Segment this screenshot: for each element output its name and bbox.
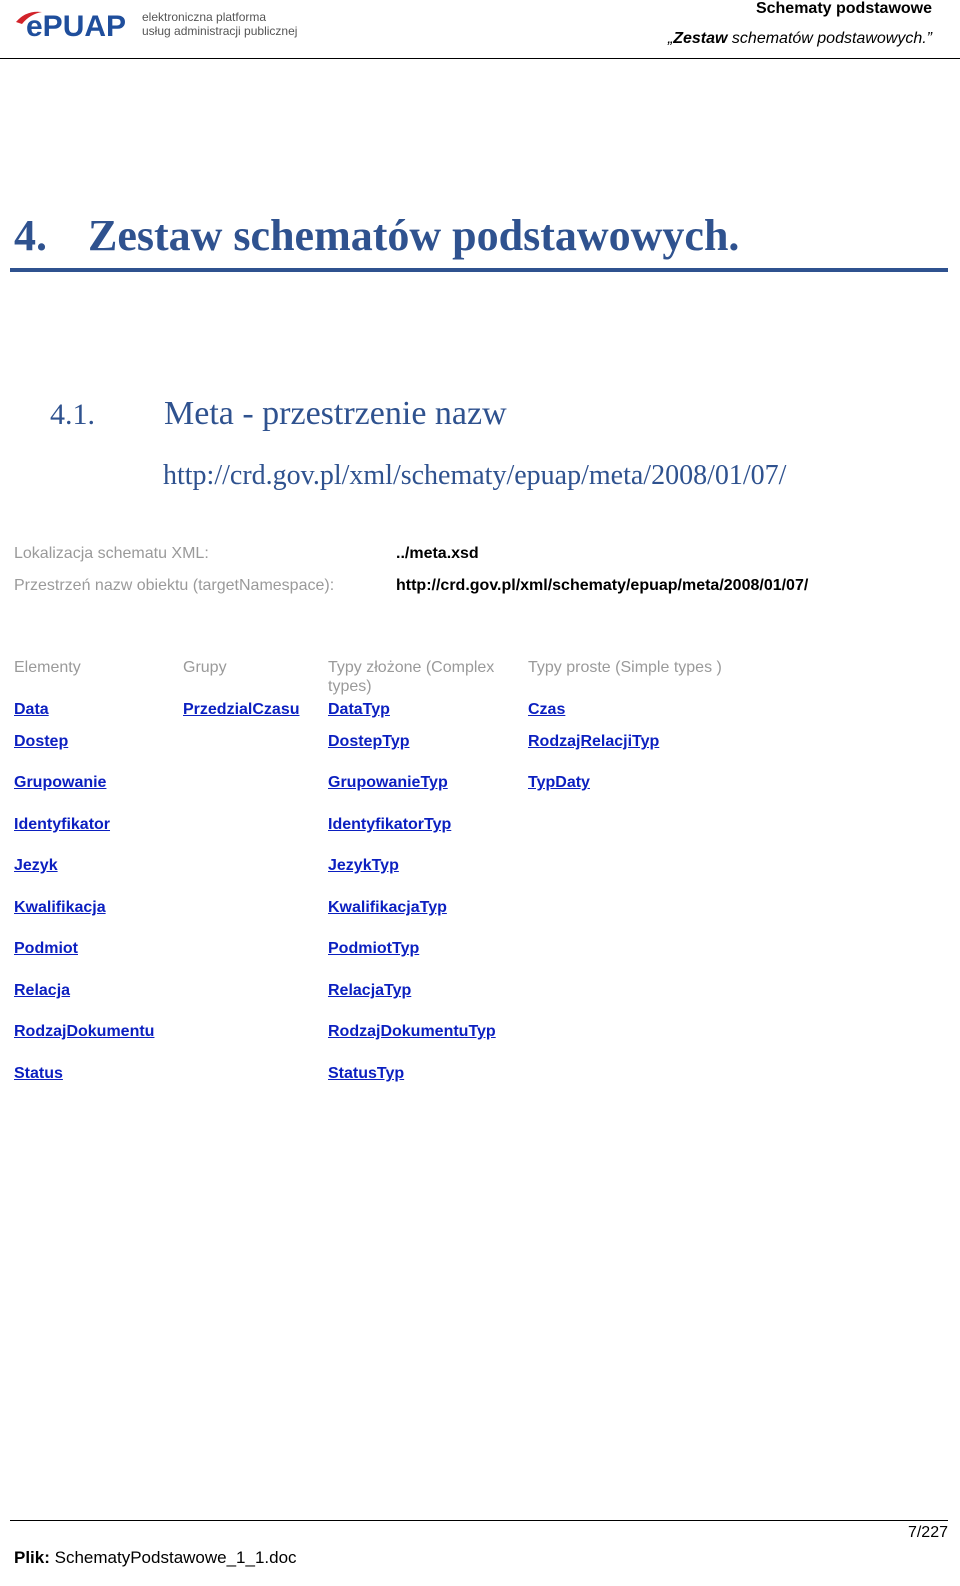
header-title: Schematy podstawowe <box>755 0 932 17</box>
element-link[interactable]: Grupowanie <box>14 774 107 791</box>
element-link[interactable]: Identyfikator <box>14 816 111 833</box>
complex-type-link[interactable]: RelacjaTyp <box>328 982 412 999</box>
schema-location-row: Lokalizacja schematu XML: ../meta.xsd <box>14 545 479 562</box>
element-link[interactable]: RodzajDokumentu <box>14 1023 155 1040</box>
element-link[interactable]: Status <box>14 1065 63 1082</box>
element-link[interactable]: Kwalifikacja <box>14 899 106 916</box>
epuap-logo-icon <box>12 6 312 42</box>
complex-type-link[interactable]: GrupowanieTyp <box>328 774 448 791</box>
section-heading: 4.1. Meta - przestrzenie nazw <box>50 395 507 432</box>
page-header <box>0 0 960 60</box>
header-complex-types: Typy złożone (Complex types) <box>328 659 495 695</box>
simple-type-link[interactable]: TypDaty <box>528 774 590 791</box>
svg-text:ePUAP: ePUAP <box>26 10 127 42</box>
header-elements: Elementy <box>14 659 81 676</box>
element-link[interactable]: Podmiot <box>14 940 78 957</box>
complex-type-link[interactable]: IdentyfikatorTyp <box>328 816 452 833</box>
complex-type-link[interactable]: DostepTyp <box>328 733 410 750</box>
simple-type-link[interactable]: Czas <box>528 701 566 718</box>
group-link[interactable]: PrzedzialCzasu <box>183 701 300 718</box>
complex-type-link[interactable]: PodmiotTyp <box>328 940 420 957</box>
schema-location-value: ../meta.xsd <box>396 545 479 562</box>
footer-divider <box>10 1520 948 1521</box>
complex-type-link[interactable]: JezykTyp <box>328 857 399 874</box>
element-link[interactable]: Relacja <box>14 982 71 999</box>
svg-text:elektroniczna platforma: elektroniczna platforma <box>142 10 267 24</box>
svg-text:usług administracji publicznej: usług administracji publicznej <box>142 24 298 38</box>
header-subtitle: „Zestaw schematów podstawowych.” <box>667 30 932 47</box>
target-namespace-row: Przestrzeń nazw obiektu (targetNamespace): http://crd.gov.pl/xml/schematy/epuap/meta/2008/01/07/ <box>14 577 809 594</box>
element-link[interactable]: Dostep <box>14 733 69 750</box>
complex-type-link[interactable]: DataTyp <box>328 701 390 718</box>
chapter-heading-rule <box>10 268 948 272</box>
chapter-heading: 4. Zestaw schematów podstawowych. <box>14 211 740 260</box>
complex-type-link[interactable]: KwalifikacjaTyp <box>328 899 447 916</box>
complex-type-link[interactable]: StatusTyp <box>328 1065 405 1082</box>
page-number: 7/227 <box>907 1524 948 1541</box>
target-namespace-value: http://crd.gov.pl/xml/schematy/epuap/meta/2008/01/07/ <box>396 577 809 594</box>
element-link[interactable]: Data <box>14 701 49 718</box>
header-groups: Grupy <box>183 659 227 676</box>
file-name: Plik: SchematyPodstawowe_1_1.doc <box>14 1548 297 1567</box>
header-simple-types: Typy proste (Simple types ) <box>528 659 722 676</box>
simple-type-link[interactable]: RodzajRelacjiTyp <box>528 733 660 750</box>
element-link[interactable]: Jezyk <box>14 857 58 874</box>
namespace-url: http://crd.gov.pl/xml/schematy/epuap/meta/2008/01/07/ <box>163 460 787 491</box>
header-divider <box>0 58 960 59</box>
complex-type-link[interactable]: RodzajDokumentuTyp <box>328 1023 496 1040</box>
header-right <box>668 0 932 48</box>
